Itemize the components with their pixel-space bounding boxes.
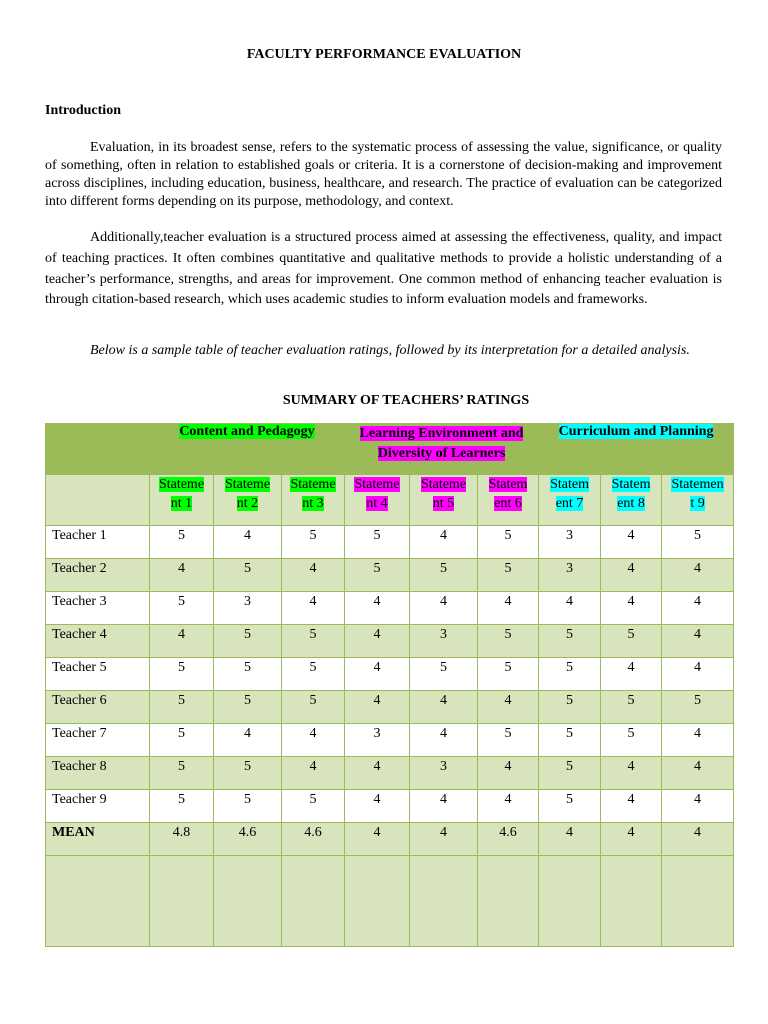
blank-cell <box>478 856 539 947</box>
blank-cell <box>46 856 150 947</box>
rating-cell: 3 <box>214 592 282 625</box>
statement-line2: ent 6 <box>494 496 522 511</box>
rating-cell: 4 <box>150 559 214 592</box>
ratings-table <box>45 423 734 947</box>
table-row <box>46 691 734 724</box>
rating-cell: 5 <box>214 625 282 658</box>
statement-line1: Statem <box>488 477 528 492</box>
rating-cell: 5 <box>478 625 539 658</box>
rating-cell: 5 <box>150 757 214 790</box>
rating-cell: 4 <box>478 592 539 625</box>
rating-cell: 4 <box>282 592 345 625</box>
statement-6-header <box>478 475 539 526</box>
teacher-label: Teacher 7 <box>46 724 150 757</box>
blank-row <box>46 856 734 947</box>
rating-cell: 4 <box>282 724 345 757</box>
mean-value: 4 <box>539 823 601 856</box>
statement-line2: ent 8 <box>617 496 645 511</box>
statement-line1: Statem <box>611 477 651 492</box>
table-row <box>46 526 734 559</box>
statement-5-header <box>410 475 478 526</box>
statement-7-header <box>539 475 601 526</box>
rating-cell: 4 <box>662 757 734 790</box>
rating-cell: 5 <box>478 658 539 691</box>
table-row <box>46 625 734 658</box>
rating-cell: 5 <box>150 691 214 724</box>
blank-cell <box>282 856 345 947</box>
group-label: Content and Pedagogy <box>179 424 315 439</box>
rating-cell: 3 <box>539 559 601 592</box>
teacher-label: Teacher 6 <box>46 691 150 724</box>
teacher-label: Teacher 9 <box>46 790 150 823</box>
rating-cell: 5 <box>214 658 282 691</box>
rating-cell: 5 <box>539 625 601 658</box>
rating-cell: 4 <box>478 790 539 823</box>
rating-cell: 5 <box>662 691 734 724</box>
teacher-label: Teacher 5 <box>46 658 150 691</box>
rating-cell: 4 <box>345 625 410 658</box>
rating-cell: 5 <box>478 724 539 757</box>
rating-cell: 5 <box>539 724 601 757</box>
rating-cell: 4 <box>410 790 478 823</box>
rating-cell: 4 <box>601 658 662 691</box>
statement-line2: nt 4 <box>366 496 388 511</box>
empty-corner-cell <box>46 424 150 475</box>
table-row <box>46 592 734 625</box>
rating-cell: 5 <box>282 790 345 823</box>
statement-line1: Stateme <box>224 477 271 492</box>
rating-cell: 4 <box>601 526 662 559</box>
statement-line2: ent 7 <box>555 496 584 511</box>
rating-cell: 4 <box>345 592 410 625</box>
mean-value: 4 <box>662 823 734 856</box>
rating-cell: 5 <box>214 559 282 592</box>
mean-label: MEAN <box>46 823 150 856</box>
mean-value: 4 <box>345 823 410 856</box>
rating-cell: 5 <box>478 559 539 592</box>
introduction-heading: Introduction <box>45 103 121 118</box>
rating-cell: 4 <box>282 757 345 790</box>
statement-line1: Statemen <box>671 477 724 492</box>
statement-line1: Stateme <box>420 477 467 492</box>
table-row <box>46 724 734 757</box>
rating-cell: 5 <box>539 790 601 823</box>
rating-cell: 4 <box>282 559 345 592</box>
teacher-label: Teacher 8 <box>46 757 150 790</box>
group-header-row <box>46 424 734 475</box>
rating-cell: 4 <box>662 658 734 691</box>
blank-cell <box>214 856 282 947</box>
rating-cell: 5 <box>282 691 345 724</box>
rating-cell: 3 <box>539 526 601 559</box>
rating-cell: 4 <box>410 592 478 625</box>
rating-cell: 4 <box>345 790 410 823</box>
rating-cell: 5 <box>150 658 214 691</box>
rating-cell: 4 <box>662 790 734 823</box>
rating-cell: 4 <box>539 592 601 625</box>
rating-cell: 4 <box>478 691 539 724</box>
statement-line2: t 9 <box>690 496 705 511</box>
rating-cell: 4 <box>601 559 662 592</box>
table-row <box>46 790 734 823</box>
statement-line2: nt 3 <box>302 496 324 511</box>
rating-cell: 4 <box>662 625 734 658</box>
teacher-label: Teacher 3 <box>46 592 150 625</box>
mean-row <box>46 823 734 856</box>
rating-cell: 3 <box>345 724 410 757</box>
teacher-label: Teacher 1 <box>46 526 150 559</box>
statement-line1: Stateme <box>290 477 336 492</box>
rating-cell: 5 <box>345 526 410 559</box>
rating-cell: 4 <box>410 724 478 757</box>
blank-cell <box>662 856 734 947</box>
statement-3-header <box>282 475 345 526</box>
mean-value: 4.6 <box>478 823 539 856</box>
mean-value: 4 <box>410 823 478 856</box>
rating-cell: 4 <box>601 757 662 790</box>
rating-cell: 5 <box>662 526 734 559</box>
paragraph-evaluation: Evaluation, in its broadest sense, refers to the systematic process of assessing the value, significance, or quality of something, often in relation to established goals or criteria. It is a cornerstone of decision-making and improvement across disciplines, including education, business, healthcare, and research. The practice of evaluation can be categorized into different forms depending on its purpose, methodology, and context. <box>45 140 722 209</box>
rating-cell: 4 <box>601 790 662 823</box>
rating-cell: 4 <box>410 526 478 559</box>
statement-line1: Stateme <box>354 477 400 492</box>
rating-cell: 5 <box>150 526 214 559</box>
group-content-pedagogy <box>150 424 345 475</box>
rating-cell: 3 <box>410 757 478 790</box>
mean-value: 4.6 <box>214 823 282 856</box>
statement-line2: nt 2 <box>236 496 259 511</box>
rating-cell: 5 <box>214 790 282 823</box>
rating-cell: 4 <box>150 625 214 658</box>
rating-cell: 5 <box>282 658 345 691</box>
rating-cell: 4 <box>662 592 734 625</box>
rating-cell: 4 <box>345 691 410 724</box>
rating-cell: 5 <box>539 757 601 790</box>
mean-value: 4.6 <box>282 823 345 856</box>
mean-value: 4.8 <box>150 823 214 856</box>
table-title: SUMMARY OF TEACHERS’ RATINGS <box>282 393 530 408</box>
blank-cell <box>539 856 601 947</box>
rating-cell: 5 <box>214 691 282 724</box>
statement-line1: Stateme <box>158 477 205 492</box>
rating-cell: 5 <box>601 691 662 724</box>
rating-cell: 5 <box>601 625 662 658</box>
mean-value: 4 <box>601 823 662 856</box>
rating-cell: 5 <box>601 724 662 757</box>
blank-cell <box>601 856 662 947</box>
rating-cell: 5 <box>539 691 601 724</box>
blank-cell <box>410 856 478 947</box>
rating-cell: 5 <box>478 526 539 559</box>
rating-cell: 5 <box>345 559 410 592</box>
rating-cell: 4 <box>478 757 539 790</box>
rating-cell: 5 <box>539 658 601 691</box>
rating-cell: 3 <box>410 625 478 658</box>
statement-4-header <box>345 475 410 526</box>
page-title: FACULTY PERFORMANCE EVALUATION <box>246 47 522 62</box>
teacher-label: Teacher 4 <box>46 625 150 658</box>
rating-cell: 5 <box>150 592 214 625</box>
rating-cell: 4 <box>662 559 734 592</box>
table-row <box>46 658 734 691</box>
statement-2-header <box>214 475 282 526</box>
rating-cell: 4 <box>345 658 410 691</box>
group-label-line1: Learning Environment and <box>359 426 524 441</box>
statement-line1: Statem <box>550 477 589 492</box>
rating-cell: 5 <box>150 790 214 823</box>
group-label-line2: Diversity of Learners <box>377 446 506 461</box>
rating-cell: 5 <box>410 559 478 592</box>
paragraph-table-intro: Below is a sample table of teacher evaluation ratings, followed by its interpretation for a detailed analysis. <box>90 343 690 358</box>
group-label: Curriculum and Planning <box>558 424 714 439</box>
group-learning-environment <box>345 424 539 475</box>
rating-cell: 4 <box>410 691 478 724</box>
rating-cell: 4 <box>601 592 662 625</box>
statement-header-row <box>46 475 734 526</box>
rating-cell: 5 <box>282 526 345 559</box>
rating-cell: 4 <box>345 757 410 790</box>
statement-8-header <box>601 475 662 526</box>
rating-cell: 4 <box>662 724 734 757</box>
statement-9-header <box>662 475 734 526</box>
rating-cell: 4 <box>214 526 282 559</box>
rating-cell: 5 <box>150 724 214 757</box>
rating-cell: 4 <box>214 724 282 757</box>
statement-line2: nt 5 <box>432 496 455 511</box>
rating-cell: 5 <box>214 757 282 790</box>
statement-line2: nt 1 <box>170 496 193 511</box>
blank-cell <box>345 856 410 947</box>
empty-label-cell <box>46 475 150 526</box>
rating-cell: 5 <box>282 625 345 658</box>
group-curriculum-planning <box>539 424 734 475</box>
blank-cell <box>150 856 214 947</box>
statement-1-header <box>150 475 214 526</box>
table-row <box>46 559 734 592</box>
table-row <box>46 757 734 790</box>
rating-cell: 5 <box>410 658 478 691</box>
teacher-label: Teacher 2 <box>46 559 150 592</box>
paragraph-teacher-evaluation: Additionally,teacher evaluation is a structured process aimed at assessing the effectiveness, quality, and impact of teaching practices. It often combines quantitative and qualitative methods to provide a holistic understanding of a teacher’s performance, strengths, and areas for improvement. One common method of enhancing teacher evaluation is through citation-based research, which uses academic studies to inform evaluation models and frameworks. <box>45 230 722 308</box>
